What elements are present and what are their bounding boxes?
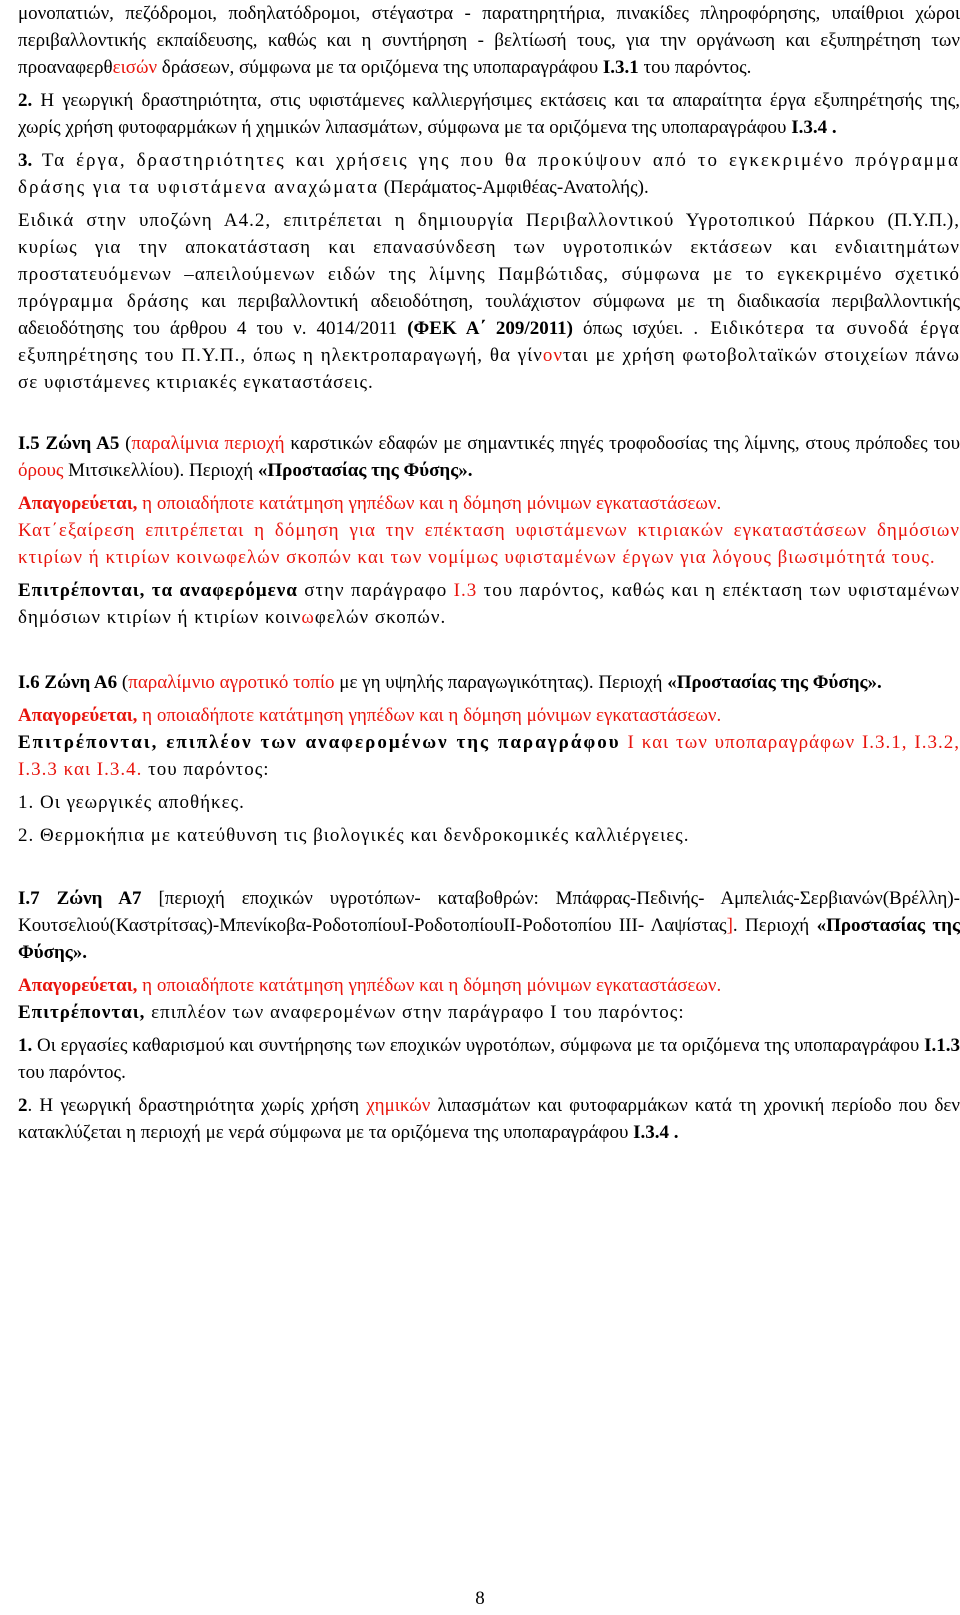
zone-a7-prohibited: Απαγορεύεται, η οποιαδήποτε κατάτμηση γηπέδων και η δόμηση μόνιμων εγκαταστάσεων. xyxy=(18,975,722,996)
zone-a6-prohibited: Απαγορεύεται, η οποιαδήποτε κατάτμηση γηπέδων και η δόμηση μόνιμων εγκαταστάσεων. xyxy=(18,705,722,726)
zone-a7-heading: Ι.7 Ζώνη Α7 [περιοχή εποχικών υγροτόπων- καταβοθρών: Μπάφρας-Πεδινής- Αμπελιάς-Σερβιανών(Βρέλλη)-Κουτσελιού(Καστρίτσας)-Μπενίκοβα-ΡοδοτοπίουΙ-ΡοδοτοπίουΙΙ-Ροδοτοπίου ΙΙΙ- Λαψίστας]. Περιοχή «Προστασίας της Φύσης». xyxy=(18,888,960,963)
paragraph-agriculture: 2. Η γεωργική δραστηριότητα, στις υφιστάμενες καλλιεργήσιμες εκτάσεις και τα απαραίτητα έργα εξυπηρέτησής της, χωρίς χρήση φυτοφαρμάκων ή χημικών λιπασμάτων, σύμφωνα με τα οριζόμενα της υποπαραγράφου Ι.3.4 . xyxy=(18,90,960,138)
zone-a5-prohibited: Απαγορεύεται, η οποιαδήποτε κατάτμηση γηπέδων και η δόμηση μόνιμων εγκαταστάσεων. xyxy=(18,493,722,514)
zone-a5-heading: Ι.5 Ζώνη Α5 (παραλίμνια περιοχή καρστικών εδαφών με σημαντικές πηγές τροφοδοσίας της λίμνης, στους πρόποδες του όρους Μιτσικελλίου). Περιοχή «Προστασίας της Φύσης». xyxy=(18,433,960,481)
zone-a6-heading: Ι.6 Ζώνη Α6 (παραλίμνιο αγροτικό τοπίο με γη υψηλής παραγωγικότητας). Περιοχή «Προστασίας της Φύσης». xyxy=(18,672,882,693)
paragraph-facilities: μονοπατιών, πεζόδρομοι, ποδηλατόδρομοι, στέγαστρα - παρατηρητήρια, πινακίδες πληροφόρησης, υπαίθριοι χώροι περιβαλλοντικής εκπαίδευσης, καθώς και η συντήρηση - βελτίωσή τους, για την οργάνωση και εξυπηρέτηση των προαναφερθεισών δράσεων, σύμφωνα με τα οριζόμενα της υποπαραγράφου Ι.3.1 του παρόντος. xyxy=(18,3,960,78)
zone-a7-allowed: Επιτρέπονται, επιπλέον των αναφερομένων στην παράγραφο Ι του παρόντος: xyxy=(18,1002,685,1023)
zone-a6-item-1: 1. Οι γεωργικές αποθήκες. xyxy=(18,792,245,813)
paragraph-embankments: 3. Τα έργα, δραστηριότητες και χρήσεις γης που θα προκύψουν από το εγκεκριμένο πρόγραμμα δράσης για τα υφιστάμενα αναχώματα (Περάματος-Αμφιθέας-Ανατολής). xyxy=(18,150,960,198)
document-page xyxy=(18,0,960,1146)
zone-a7-item-2: 2. Η γεωργική δραστηριότητα χωρίς χρήση χημικών λιπασμάτων και φυτοφαρμάκων κατά τη χρονική περίοδο που δεν κατακλύζεται η περιοχή με νερά σύμφωνα με τα οριζόμενα της υποπαραγράφου Ι.3.4 . xyxy=(18,1095,960,1143)
zone-a5-allowed: Επιτρέπονται, τα αναφερόμενα στην παράγραφο Ι.3 του παρόντος, καθώς και η επέκταση των υφισταμένων δημόσιων κτιρίων ή κτιρίων κοινωφελών σκοπών. xyxy=(18,580,960,628)
zone-a7-item-1: 1. Οι εργασίες καθαρισμού και συντήρησης των εποχικών υγροτόπων, σύμφωνα με τα οριζόμενα της υποπαραγράφου Ι.1.3 του παρόντος. xyxy=(18,1035,960,1083)
zone-a5-exception: Κατ΄εξαίρεση επιτρέπεται η δόμηση για την επέκταση υφιστάμενων κτιριακών εγκαταστάσεων δημόσιων κτιρίων ή κτιρίων κοινωφελών σκοπών και των νομίμως υφισταμένων έργων για λόγους βιωσιμότητά τους. xyxy=(18,520,960,568)
zone-a6-item-2: 2. Θερμοκήπια με κατεύθυνση τις βιολογικές και δενδροκομικές καλλιέργειες. xyxy=(18,825,690,846)
zone-a6-allowed: Επιτρέπονται, επιπλέον των αναφερομένων της παραγράφου Ι και των υποπαραγράφων Ι.3.1, Ι.3.2, Ι.3.3 και Ι.3.4. του παρόντος: xyxy=(18,732,960,780)
paragraph-wetland-park: Ειδικά στην υποζώνη Α4.2, επιτρέπεται η δημιουργία Περιβαλλοντικού Υγροτοπικού Πάρκου (Π.Υ.Π.), κυρίως για την αποκατάσταση και επανασύνδεση των υγροτοπικών εκτάσεων και ενδιαιτημάτων προστατευόμενων –απειλούμενων ειδών της λίμνης Παμβώτιδας, σύμφωνα με το εγκεκριμένο σχετικό πρόγραμμα δράσης και περιβαλλοντική αδειοδότηση, τουλάχιστον σύμφωνα με τη διαδικασία περιβαλλοντικής αδειοδότησης του άρθρου 4 του ν. 4014/2011 (ΦΕΚ Α΄ 209/2011) όπως ισχύει. . Ειδικότερα τα συνοδά έργα εξυπηρέτησης του Π.Υ.Π., όπως η ηλεκτροπαραγωγή, θα γίνονται με χρήση φωτοβολταϊκών στοιχείων πάνω σε υφιστάμενες κτιριακές εγκαταστάσεις. xyxy=(18,210,960,393)
page-number: 8 xyxy=(475,1588,485,1609)
